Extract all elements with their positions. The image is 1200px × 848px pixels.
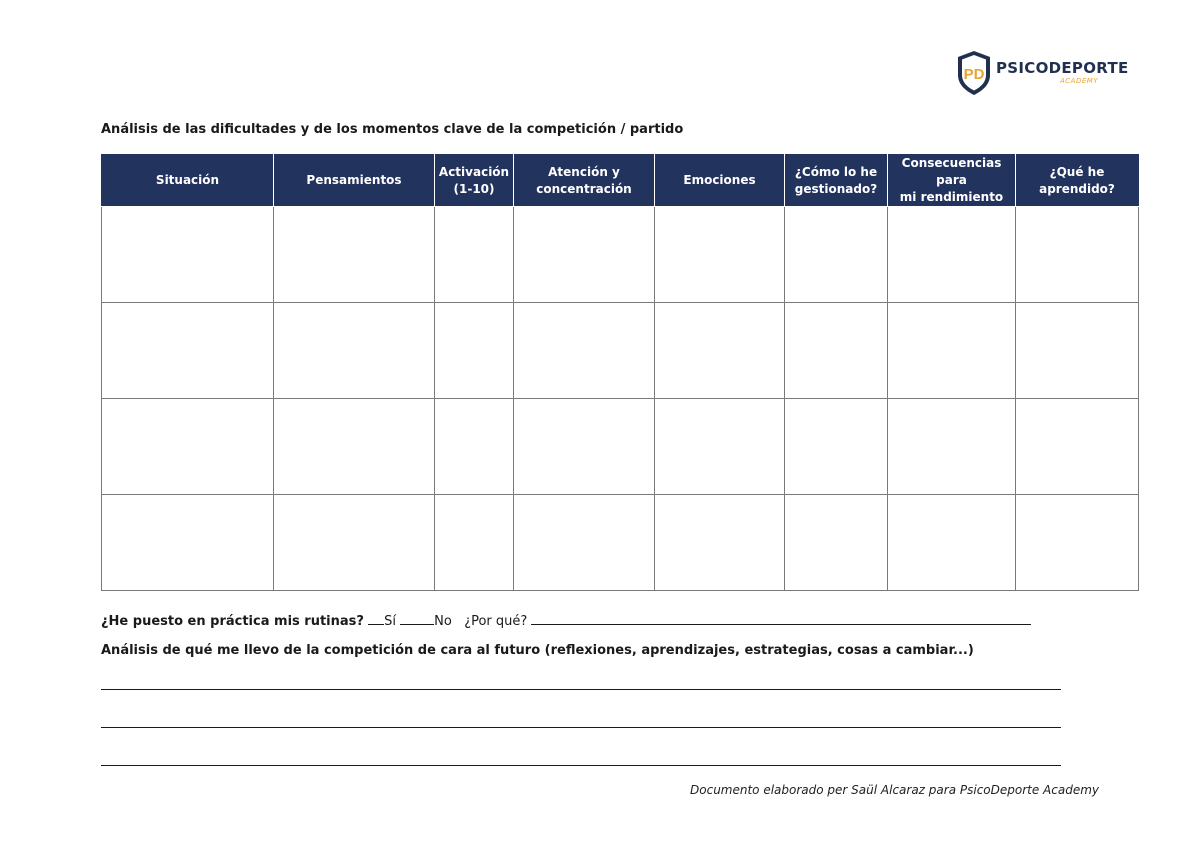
no-blank[interactable] [400,611,434,625]
header-consecuencias [888,155,1016,207]
table-cell[interactable] [655,207,785,303]
header-emociones [655,155,785,207]
table-cell[interactable] [274,399,435,495]
table-cell[interactable] [655,495,785,591]
header-line: aprendido? [1039,181,1115,196]
table-cell[interactable] [785,495,888,591]
table-cell[interactable] [514,399,655,495]
header-line: mi rendimiento [899,190,1004,204]
table-cell[interactable] [102,495,274,591]
table-cell[interactable] [274,303,435,399]
routines-question: ¿He puesto en práctica mis rutinas? [101,614,364,629]
table-row [102,495,1139,591]
brand-name: PSICODEPORTE [996,59,1129,77]
header-line: Pensamientos [306,173,402,187]
writing-line[interactable] [101,689,1061,690]
routines-question-line [101,611,1031,629]
header-line: Consecuencias para [901,156,1002,187]
table-header-row [102,155,1139,207]
table-cell[interactable] [785,399,888,495]
table-cell[interactable] [1016,303,1139,399]
table-cell[interactable] [274,207,435,303]
why-label: ¿Por qué? [464,614,528,629]
table-cell[interactable] [274,495,435,591]
logo-monogram: PD [963,66,985,83]
yes-blank[interactable] [368,611,384,625]
table-cell[interactable] [435,303,514,399]
footer-credit: Documento elaborado per Saül Alcaraz para PsicoDeporte Academy [690,783,1099,797]
header-gestion [785,155,888,207]
header-situacion [102,155,274,207]
writing-line[interactable] [101,727,1061,728]
header-aprendido [1016,155,1139,207]
table-cell[interactable] [1016,207,1139,303]
table-cell[interactable] [785,303,888,399]
table-cell[interactable] [785,207,888,303]
header-activacion [435,155,514,207]
header-line: ¿Qué he [1049,164,1105,179]
table-cell[interactable] [655,399,785,495]
table-cell[interactable] [435,399,514,495]
table-cell[interactable] [1016,495,1139,591]
table-cell[interactable] [888,303,1016,399]
table-cell[interactable] [102,399,274,495]
why-blank[interactable] [531,611,1031,625]
header-line: Activación [438,164,510,179]
table-row [102,399,1139,495]
table-cell[interactable] [102,303,274,399]
header-line: Atención y [548,164,620,179]
table-row [102,303,1139,399]
table-row [102,207,1139,303]
header-line: Emociones [683,173,756,187]
header-line: (1-10) [453,181,495,196]
table-cell[interactable] [435,207,514,303]
writing-line[interactable] [101,765,1061,766]
table-cell[interactable] [888,207,1016,303]
brand-tagline: ACADEMY [1060,77,1099,85]
header-atencion [514,155,655,207]
no-label: No [434,614,452,629]
table-cell[interactable] [888,399,1016,495]
table-cell[interactable] [888,495,1016,591]
page-title: Análisis de las dificultades y de los momentos clave de la competición / partido [101,122,684,137]
table-cell[interactable] [102,207,274,303]
brand-logo [956,50,1129,98]
table-cell[interactable] [655,303,785,399]
header-line: Situación [155,173,220,187]
table-cell[interactable] [514,303,655,399]
analysis-table [101,154,1139,591]
header-line: ¿Cómo lo he [794,164,878,179]
header-line: gestionado? [794,181,878,196]
table-cell[interactable] [514,495,655,591]
yes-label: Sí [384,614,396,629]
shield-icon [956,50,992,96]
analysis-prompt: Análisis de qué me llevo de la competición de cara al futuro (reflexiones, aprendizajes, estrategias, cosas a cambiar...) [101,643,974,658]
table-cell[interactable] [1016,399,1139,495]
table-cell[interactable] [514,207,655,303]
header-pensamientos [274,155,435,207]
header-line: concentración [536,181,632,196]
table-cell[interactable] [435,495,514,591]
